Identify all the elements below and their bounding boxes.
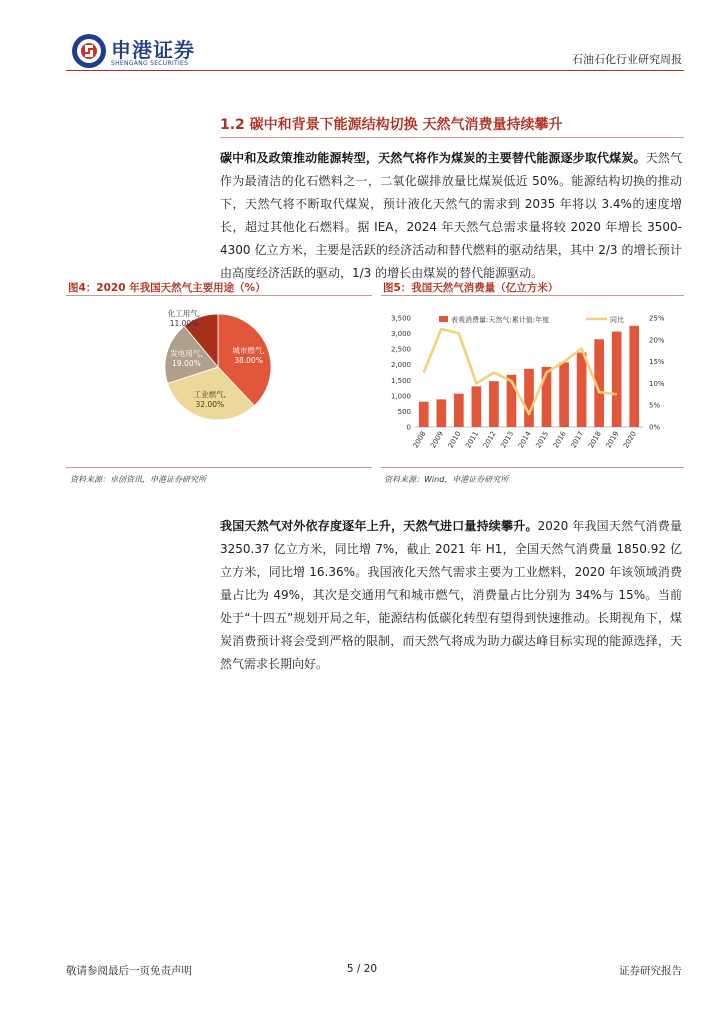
x-tick-label: 2018 — [587, 430, 603, 450]
x-tick-label: 2015 — [534, 430, 551, 450]
pie-category-label: 发电用气, — [170, 348, 203, 358]
x-tick-label: 2009 — [429, 430, 446, 450]
footer-disclaimer: 敬请参阅最后一页免责声明 — [66, 965, 192, 977]
bar-2019 — [612, 332, 622, 427]
bar-2009 — [436, 399, 446, 427]
figure-5-title: 图5：我国天然气消费量（亿立方米） — [383, 282, 559, 294]
y-right-tick-label: 25% — [649, 314, 665, 323]
y-right-tick-label: 10% — [649, 379, 665, 388]
y-right-tick-label: 5% — [649, 401, 661, 410]
bar-chart-svg — [381, 298, 684, 464]
company-logo-icon — [71, 33, 107, 69]
figure-4-source: 资料来源：卓创资讯，申港证券研究所 — [70, 475, 206, 484]
figure-5-top-rule — [381, 295, 684, 296]
section-divider — [220, 137, 684, 138]
legend-bar-swatch — [439, 316, 448, 322]
pie-category-label: 工业燃气, — [193, 389, 227, 399]
paragraph-2-body: 2020 年我国天然气消费量 3250.37 亿立方米，同比增 7%，截止 2021 年 H1，全国天然气消费量 1850.92 亿立方米，同比增 16.36%。我国液化天然气需求主要为工业燃料，2020 年该领域消费量占比为 49%，其次是交通用气和城市燃气，消费量占比分别为 34%与 15%。当前处于“十四五”规划开局之年，能源结构低碳化转型有望得到快速推动。长期视角下，煤炭消费预计将会受到严格的限制，而天然气将成为助力碳达峰目标实现的能源选择，天然气需求长期向好。 — [220, 519, 682, 671]
y-left-tick-label: 3,000 — [390, 330, 411, 339]
pie-chart — [66, 298, 372, 464]
figure-4-bottom-rule — [66, 467, 372, 468]
x-tick-label: 2012 — [481, 430, 498, 450]
y-left-tick-label: 3,500 — [390, 314, 411, 323]
section-title: 1.2 碳中和背景下能源结构切换 天然气消费量持续攀升 — [220, 117, 563, 133]
bar-line-chart — [381, 298, 684, 464]
x-tick-label: 2019 — [604, 430, 621, 450]
paragraph-2 — [220, 515, 682, 676]
y-left-tick-label: 2,000 — [390, 361, 411, 370]
bar-2008 — [419, 402, 429, 427]
bar-2012 — [489, 381, 499, 427]
x-tick-label: 2010 — [446, 430, 463, 450]
figure-5-bottom-rule — [381, 467, 684, 468]
pie-chart-svg — [66, 298, 372, 464]
company-logo-english: SHENGANG SECURITIES — [111, 60, 189, 67]
yoy-line — [424, 329, 617, 414]
y-left-tick-label: 1,500 — [390, 376, 411, 385]
y-right-tick-label: 20% — [649, 336, 665, 345]
y-right-tick-label: 15% — [649, 358, 665, 367]
x-tick-label: 2016 — [551, 430, 568, 450]
pie-category-label: 城市燃气, — [232, 345, 265, 355]
paragraph-2-lead: 我国天然气对外依存度逐年上升，天然气进口量持续攀升。 — [220, 519, 538, 533]
bar-2014 — [524, 369, 534, 427]
x-tick-label: 2017 — [569, 430, 586, 450]
pie-value-label: 38.00% — [234, 355, 263, 365]
y-left-tick-label: 500 — [397, 407, 411, 416]
y-right-tick-label: 0% — [649, 423, 661, 432]
company-logo-text: 申港证券 — [111, 38, 195, 62]
pie-value-label: 11.00% — [169, 319, 199, 328]
bar-2011 — [472, 386, 482, 427]
header-divider — [66, 70, 684, 71]
figure-5-source: 资料来源：Wind，申港证券研究所 — [384, 475, 509, 484]
pie-value-label: 19.00% — [172, 358, 201, 368]
bar-2016 — [559, 362, 569, 427]
page-number: 5 / 20 — [346, 963, 378, 975]
figure-4-top-rule — [66, 295, 372, 296]
legend-bar-label: 表观消费量:天然气:累计值:年度 — [451, 316, 550, 324]
bar-2017 — [577, 352, 587, 427]
bar-2010 — [454, 394, 464, 427]
x-tick-label: 2014 — [516, 430, 533, 450]
y-left-tick-label: 2,500 — [390, 345, 411, 354]
bar-2015 — [542, 367, 552, 427]
pie-category-label: 化工用气, — [167, 309, 201, 318]
figure-4-title: 图4：2020 年我国天然气主要用途（%） — [68, 282, 266, 294]
x-tick-label: 2013 — [499, 430, 516, 450]
y-left-tick-label: 0 — [406, 423, 411, 432]
report-type: 石油石化行业研究周报 — [572, 53, 682, 66]
pie-value-label: 32.00% — [195, 399, 225, 409]
x-tick-label: 2008 — [411, 430, 428, 450]
y-left-tick-label: 1,000 — [390, 392, 411, 401]
bar-2020 — [629, 326, 639, 427]
x-tick-label: 2020 — [622, 430, 638, 450]
footer-report-label: 证券研究报告 — [619, 965, 682, 977]
paragraph-1 — [220, 147, 682, 285]
x-tick-label: 2011 — [464, 430, 481, 450]
legend-line-label: 同比 — [610, 316, 624, 324]
paragraph-1-lead: 碳中和及政策推动能源转型，天然气将作为煤炭的主要替代能源逐步取代煤炭。 — [220, 151, 646, 165]
paragraph-1-body: 天然气作为最清洁的化石燃料之一，二氧化碳排放量比煤炭低近 50%。能源结构切换的推动下，天然气将不断取代煤炭，预计液化天然气的需求到 2035 年将以 3.4%的速度增长，超过其他化石燃料。据 IEA，2024 年天然气总需求量将较 2020 年增长 3500-4300 亿立方米，主要是活跃的经济活动和替代燃料的驱动结果，其中 2/3 的增长预计由高度经济活跃的驱动，1/3 的增长由煤炭的替代能源驱动。 — [220, 151, 682, 280]
